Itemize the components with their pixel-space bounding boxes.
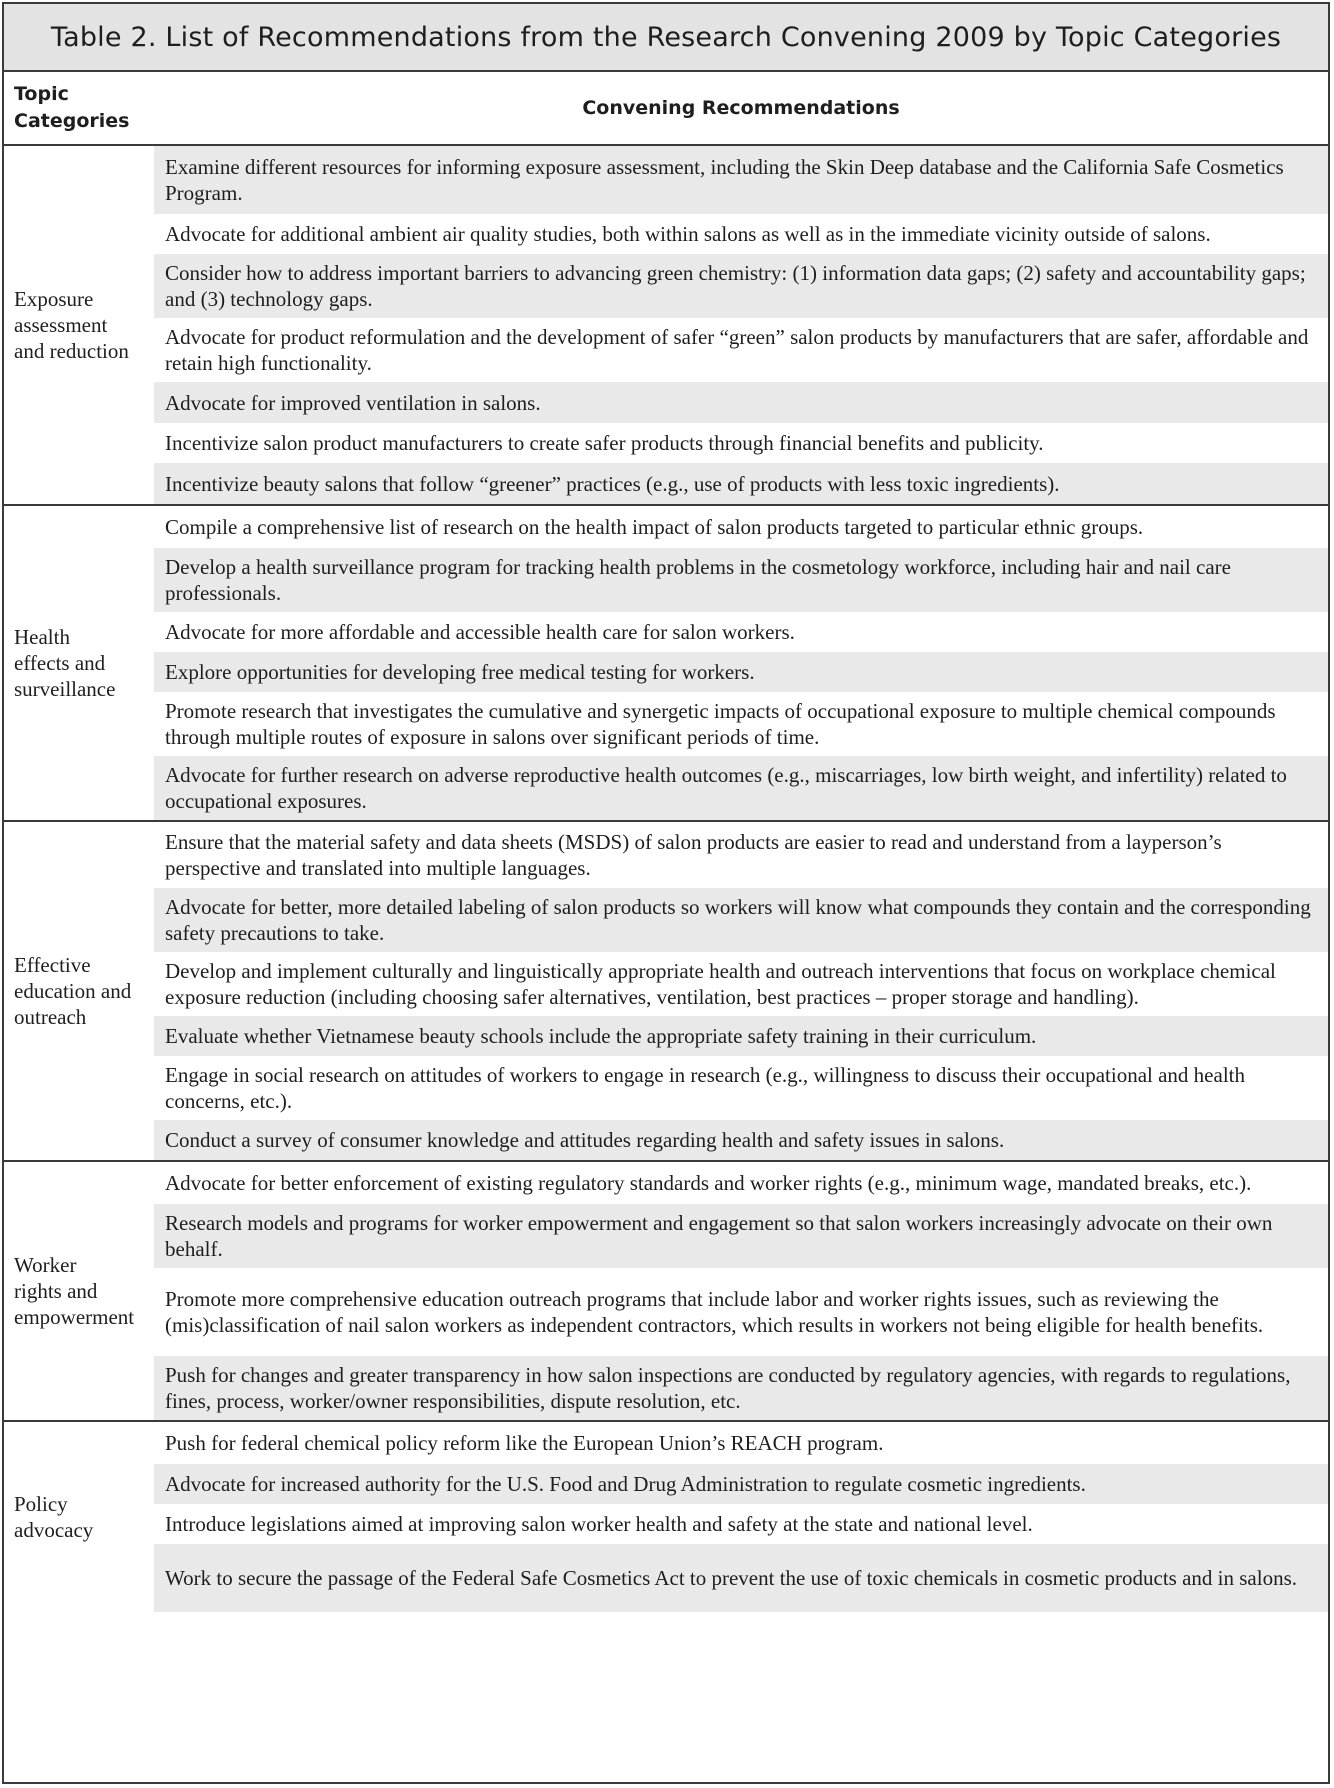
table-row: Engage in social research on attitudes of workers to engage in research (e.g., willingness to discuss their occupational and health concerns, etc.).: [165, 1063, 1245, 1113]
header-topic-categories: Topic Categories: [14, 83, 130, 132]
table-row: Conduct a survey of consumer knowledge and attitudes regarding health and safety issues in salons.: [154, 1120, 1328, 1160]
group-label: Worker rights and empowerment: [4, 1162, 154, 1420]
table-row: Incentivize salon product manufacturers to create safer products through financial benefits and publicity.: [165, 431, 1044, 455]
group-label: Policy advocacy: [4, 1422, 154, 1612]
table-row: Consider how to address important barriers to advancing green chemistry: (1) information data gaps; (2) safety and accountability gaps; and (3) technology gaps.: [154, 254, 1328, 318]
table-row: Advocate for increased authority for the U.S. Food and Drug Administration to regulate cosmetic ingredients.: [154, 1464, 1328, 1504]
table-row: Push for federal chemical policy reform like the European Union’s REACH program.: [165, 1431, 884, 1455]
table-row: Ensure that the material safety and data sheets (MSDS) of salon products are easier to read and understand from a layperson’s perspective and translated into multiple languages.: [165, 830, 1222, 880]
table-row: Push for changes and greater transparency in how salon inspections are conducted by regulatory agencies, with regards to regulations, fines, process, worker/owner responsibilities, dispute resolution, etc.: [154, 1356, 1328, 1420]
group-label: Effective education and outreach: [4, 822, 154, 1160]
table-row: Explore opportunities for developing free medical testing for workers.: [154, 652, 1328, 692]
table-row: Advocate for more affordable and accessible health care for salon workers.: [165, 620, 795, 644]
table-row: Develop and implement culturally and linguistically appropriate health and outreach interventions that focus on workplace chemical exposure reduction (including choosing safer alternatives, ventilation, best practices – proper storage and handling).: [165, 959, 1276, 1009]
group-health-effects: [4, 506, 1328, 822]
table-title: Table 2. List of Recommendations from the Research Convening 2009 by Topic Categories: [4, 4, 1328, 72]
group-exposure-assessment: [4, 146, 1328, 506]
table-row: Work to secure the passage of the Federal Safe Cosmetics Act to prevent the use of toxic chemicals in cosmetic products and in salons.: [154, 1544, 1328, 1612]
group-label: Health effects and surveillance: [4, 506, 154, 820]
table-row: Evaluate whether Vietnamese beauty schools include the appropriate safety training in their curriculum.: [154, 1016, 1328, 1056]
group-education-outreach: [4, 822, 1328, 1162]
table-row: Advocate for better enforcement of existing regulatory standards and worker rights (e.g., minimum wage, mandated breaks, etc.).: [165, 1171, 1252, 1195]
group-policy-advocacy: [4, 1422, 1328, 1612]
table-row: Advocate for better, more detailed labeling of salon products so workers will know what compounds they contain and the corresponding safety precautions to take.: [154, 888, 1328, 952]
table-row: Examine different resources for informing exposure assessment, including the Skin Deep database and the California Safe Cosmetics Program.: [154, 146, 1328, 214]
table-row: Incentivize beauty salons that follow “greener” practices (e.g., use of products with less toxic ingredients).: [154, 463, 1328, 504]
recommendations-table: [2, 2, 1330, 1784]
table-row: Advocate for improved ventilation in salons.: [154, 382, 1328, 423]
table-row: Develop a health surveillance program for tracking health problems in the cosmetology workforce, including hair and nail care professionals.: [154, 548, 1328, 612]
table-row: Research models and programs for worker empowerment and engagement so that salon workers increasingly advocate on their own behalf.: [154, 1204, 1328, 1268]
table-row: Advocate for additional ambient air quality studies, both within salons as well as in the immediate vicinity outside of salons.: [165, 222, 1211, 246]
table-row: Introduce legislations aimed at improving salon worker health and safety at the state and national level.: [165, 1512, 1033, 1536]
group-worker-rights: [4, 1162, 1328, 1422]
table-row: Promote more comprehensive education outreach programs that include labor and worker rights issues, such as reviewing the (mis)classification of nail salon workers as independent contractors, which results in workers not being eligible for health benefits.: [165, 1287, 1264, 1337]
group-label: Exposure assessment and reduction: [4, 146, 154, 504]
table-row: Advocate for further research on adverse reproductive health outcomes (e.g., miscarriages, low birth weight, and infertility) related to occupational exposures.: [154, 756, 1328, 820]
table-row: Promote research that investigates the cumulative and synergetic impacts of occupational exposure to multiple chemical compounds through multiple routes of exposure in salons over significant periods of time.: [165, 699, 1276, 749]
header-convening-recommendations: Convening Recommendations: [582, 97, 900, 119]
table-header-row: [4, 72, 1328, 146]
table-row: Advocate for product reformulation and the development of safer “green” salon products by manufacturers that are safer, affordable and retain high functionality.: [165, 325, 1309, 375]
table-row: Compile a comprehensive list of research on the health impact of salon products targeted to particular ethnic groups.: [165, 515, 1144, 539]
